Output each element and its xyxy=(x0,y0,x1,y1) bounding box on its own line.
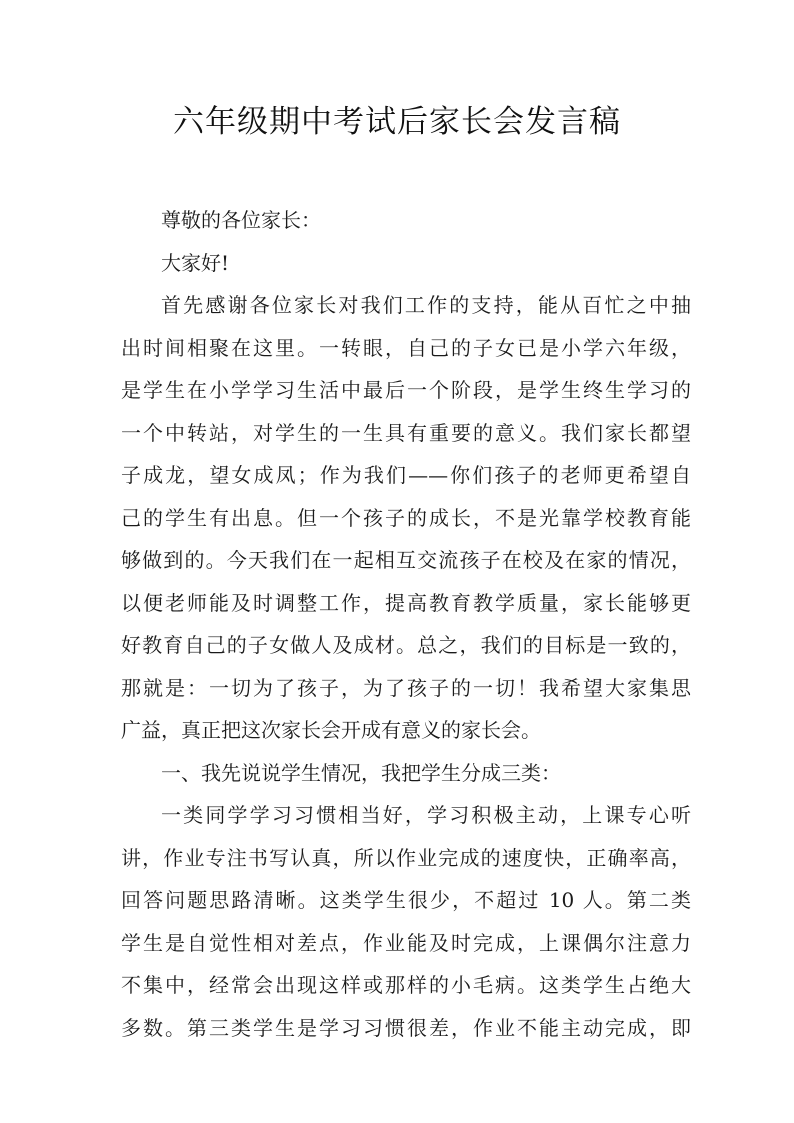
text-line: 是学生在小学学习生活中最后一个阶段，是学生终生学习的 xyxy=(121,378,691,402)
text-line: 己的学生有出息。但一个孩子的成长，不是光靠学校教育能 xyxy=(121,505,691,530)
text-line: 学生是自觉性相对差点，作业能及时完成，上课偶尔注意力 xyxy=(121,930,691,955)
text-line: 够做到的。今天我们在一起相互交流孩子在校及在家的情况， xyxy=(121,548,691,572)
text-line: 讲，作业专注书写认真，所以作业完成的速度快，正确率高， xyxy=(121,845,691,870)
text-line: 一个中转站，对学生的一生具有重要的意义。我们家长都望 xyxy=(121,420,691,445)
page-title: 六年级期中考试后家长会发言稿 xyxy=(173,104,621,140)
text-line: 一、我先说说学生情况，我把学生分成三类： xyxy=(161,760,561,785)
text-line: 尊敬的各位家长： xyxy=(161,208,321,232)
text-line: 以便老师能及时调整工作，提高教育教学质量，家长能够更 xyxy=(121,590,691,615)
document-body xyxy=(121,199,691,1049)
text-line: 好教育自己的子女做人及成材。总之，我们的目标是一致的， xyxy=(121,633,691,657)
text-line: 广益，真正把这次家长会开成有意义的家长会。 xyxy=(121,718,541,742)
text-line: 回答问题思路清晰。这类学生很少，不超过 10 人。第二类 xyxy=(121,888,691,912)
text-line: 出时间相聚在这里。一转眼，自己的子女已是小学六年级， xyxy=(121,335,691,360)
text-line: 不集中，经常会出现这样或那样的小毛病。这类学生占绝大 xyxy=(121,973,691,997)
text-line: 首先感谢各位家长对我们工作的支持，能从百忙之中抽 xyxy=(161,293,691,317)
text-line: 那就是：一切为了孩子，为了孩子的一切！我希望大家集思 xyxy=(121,675,691,700)
text-line: 一类同学学习习惯相当好，学习积极主动，上课专心听 xyxy=(161,803,691,827)
text-line: 多数。第三类学生是学习习惯很差，作业不能主动完成，即 xyxy=(121,1015,691,1040)
text-line: 大家好! xyxy=(161,250,230,275)
text-line: 子成龙，望女成凤；作为我们——你们孩子的老师更希望自 xyxy=(121,463,691,487)
